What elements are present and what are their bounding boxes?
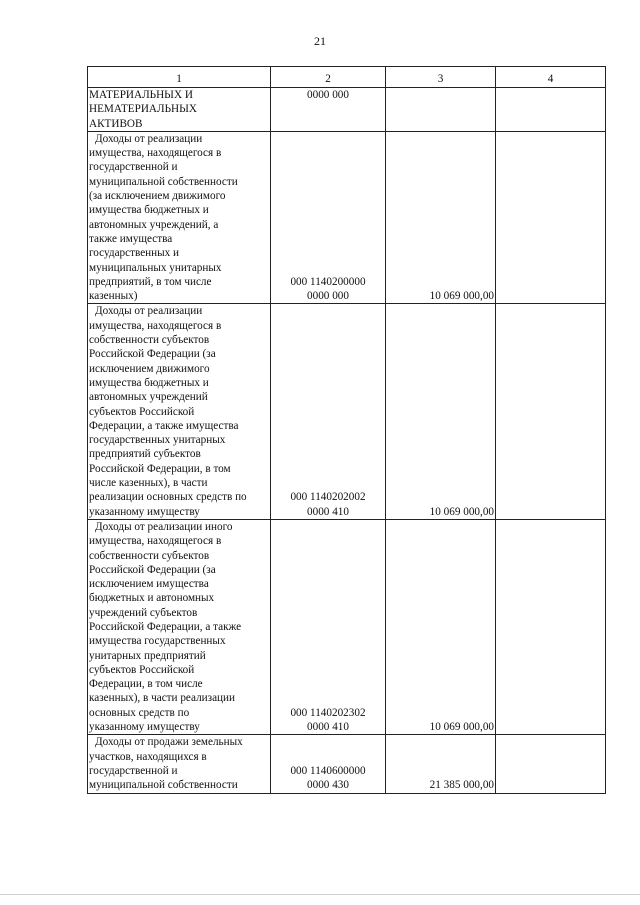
scan-edge-line: [0, 894, 640, 895]
income-name-line: учреждений субъектов: [89, 606, 198, 619]
income-name-line: АКТИВОВ: [89, 117, 143, 130]
income-name-line: имущества, находящегося в: [89, 147, 222, 160]
column-4-cell: [496, 88, 606, 132]
income-name-line: Доходы от реализации иного: [95, 520, 233, 533]
budget-code-line: 0000 000: [307, 290, 349, 303]
amount-cell: 10 069 000,00: [386, 304, 496, 519]
income-name-line: муниципальной собственности: [89, 175, 238, 188]
column-4-cell: [496, 304, 606, 519]
income-name-line: государственной и: [89, 764, 178, 777]
budget-code-line: 0000 410: [307, 721, 349, 734]
income-name-line: муниципальной собственности: [89, 779, 238, 792]
income-name-line: Доходы от продажи земельных: [95, 736, 243, 749]
column-header: 3: [386, 67, 496, 88]
income-name-line: собственности субъектов: [89, 549, 210, 562]
table-row: [88, 131, 606, 304]
table-row: [88, 519, 606, 734]
income-name-line: государственных унитарных: [89, 434, 226, 447]
income-name-line: Российской Федерации, а также: [89, 620, 242, 633]
amount-cell: 10 069 000,00: [386, 519, 496, 734]
income-name-cell: [88, 519, 271, 734]
income-name-cell: [88, 88, 271, 132]
table-row: [88, 88, 606, 132]
income-name-cell: [88, 735, 271, 793]
budget-code-cell: [271, 304, 386, 519]
income-name-line: исключением движимого: [89, 362, 210, 375]
income-name-cell: [88, 131, 271, 304]
table-row: [88, 735, 606, 793]
income-name-line: государственных и: [89, 247, 180, 260]
income-name-line: имущества государственных: [89, 635, 226, 648]
income-name-line: бюджетных и автономных: [89, 592, 215, 605]
income-name-line: исключением имущества: [89, 578, 209, 591]
amount-cell: 10 069 000,00: [386, 131, 496, 304]
income-name-line: Доходы от реализации: [95, 132, 203, 145]
income-name-line: Федерации, в том числе: [89, 678, 203, 691]
income-name-line: имущества бюджетных и: [89, 376, 209, 389]
income-name-line: предприятий, в том числе: [89, 275, 212, 288]
column-4-cell: [496, 131, 606, 304]
income-name-line: НЕМАТЕРИАЛЬНЫХ: [89, 103, 197, 116]
income-name-line: субъектов Российской: [89, 663, 195, 676]
budget-code-line: 000 1140200000: [290, 275, 366, 288]
income-name-cell: [88, 304, 271, 519]
column-header: 4: [496, 67, 606, 88]
column-header: 1: [88, 67, 271, 88]
budget-code-cell: [271, 735, 386, 793]
table-header-row: [88, 67, 606, 88]
income-table: [87, 66, 606, 794]
budget-code-line: 000 1140600000: [290, 764, 366, 777]
income-name-line: Российской Федерации, в том: [89, 462, 231, 475]
budget-code-line: 000 1140202002: [290, 491, 366, 504]
income-name-line: Доходы от реализации: [95, 305, 203, 318]
income-name-line: субъектов Российской: [89, 405, 195, 418]
table-row: [88, 304, 606, 519]
budget-code-cell: [271, 131, 386, 304]
income-name-line: МАТЕРИАЛЬНЫХ И: [89, 89, 193, 101]
budget-code-cell: [271, 88, 386, 132]
income-name-line: основных средств по: [89, 706, 190, 719]
budget-code-line: 000 1140202302: [290, 706, 366, 719]
column-4-cell: [496, 735, 606, 793]
income-name-line: казенных), в части реализации: [89, 692, 236, 705]
budget-code-line: 0000 430: [307, 779, 349, 792]
income-name-line: указанному имуществу: [89, 721, 200, 734]
income-name-line: Российской Федерации (за: [89, 348, 216, 361]
income-name-line: казенных): [89, 290, 138, 303]
income-name-line: также имущества: [89, 232, 173, 245]
page-number: 21: [314, 34, 326, 48]
income-name-line: участков, находящихся в: [89, 750, 207, 763]
income-name-line: Федерации, а также имущества: [89, 419, 239, 432]
income-name-line: собственности субъектов: [89, 334, 210, 347]
budget-code-line: 0000 410: [307, 505, 349, 518]
income-name-line: имущества, находящегося в: [89, 535, 222, 548]
income-name-line: автономных учреждений: [89, 391, 208, 404]
column-header: 2: [271, 67, 386, 88]
income-name-line: имущества, находящегося в: [89, 319, 222, 332]
income-name-line: автономных учреждений, а: [89, 218, 219, 231]
income-name-line: указанному имуществу: [89, 505, 200, 518]
income-name-line: предприятий субъектов: [89, 448, 201, 461]
budget-code-cell: [271, 519, 386, 734]
income-name-line: (за исключением движимого: [89, 190, 226, 203]
column-4-cell: [496, 519, 606, 734]
budget-code-line: 0000 000: [307, 89, 349, 101]
amount-cell: 21 385 000,00: [386, 735, 496, 793]
income-name-line: унитарных предприятий: [89, 649, 206, 662]
income-name-line: имущества бюджетных и: [89, 204, 209, 217]
income-name-line: числе казенных), в части: [89, 477, 208, 490]
income-name-line: государственной и: [89, 161, 178, 174]
amount-cell: [386, 88, 496, 132]
income-name-line: Российской Федерации (за: [89, 563, 216, 576]
income-name-line: реализации основных средств по: [89, 491, 247, 504]
income-name-line: муниципальных унитарных: [89, 261, 222, 274]
